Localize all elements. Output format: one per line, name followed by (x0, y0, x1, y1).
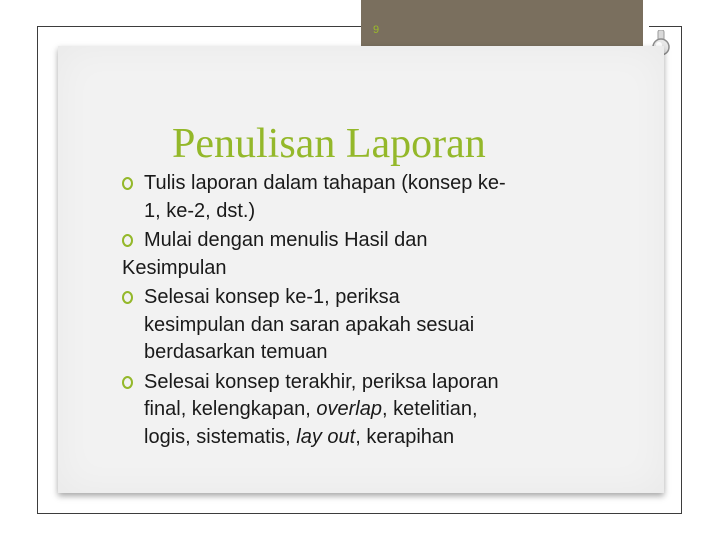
slide-number: 9 (373, 24, 380, 36)
list-item: Mulai dengan menulis Hasil dan Kesimpulan (122, 229, 428, 279)
bullet-circle-icon (122, 177, 133, 190)
bullet-circle-icon (122, 376, 133, 389)
list-item: Selesai konsep ke-1, periksa kesimpulan dan saran apakah sesuai berdasarkan temuan (122, 284, 592, 367)
slide-title: Penulisan Laporan (172, 121, 486, 167)
bullet-list (122, 170, 592, 453)
bullet-circle-icon (122, 291, 133, 304)
header-tab-gap (643, 0, 649, 46)
list-item: Tulis laporan dalam tahapan (konsep ke- 1, ke-2, dst.) (122, 170, 592, 225)
list-item: Selesai konsep terakhir, periksa laporan final, kelengkapan, overlap, ketelitian, logis, sistematis, lay out, kerapihan (122, 369, 592, 452)
header-tab (361, 0, 643, 46)
bullet-circle-icon (122, 234, 133, 247)
